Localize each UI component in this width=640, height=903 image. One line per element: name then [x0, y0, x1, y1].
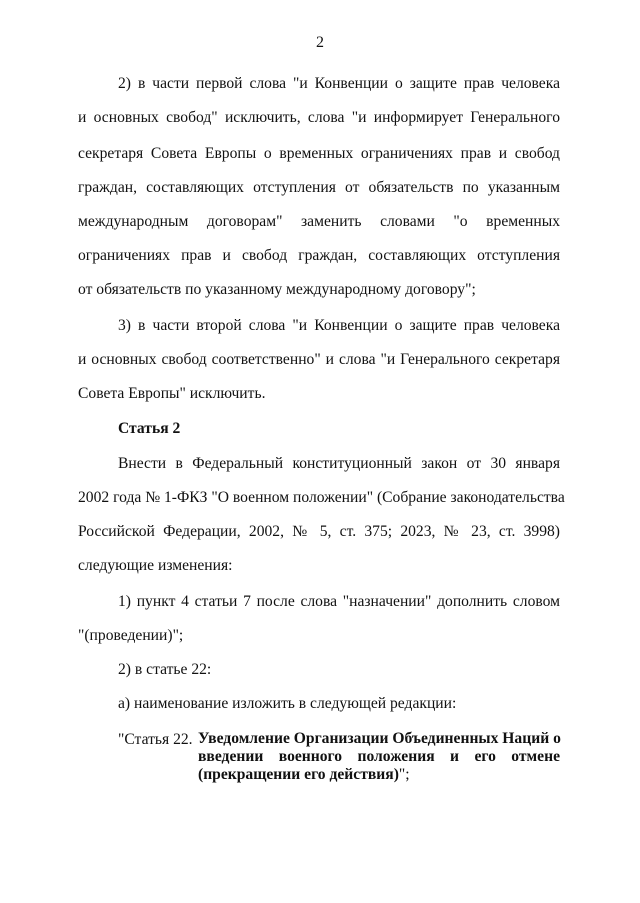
paragraph-2-line-2: и основных свобод" исключить, слова "и информирует Генерального — [78, 109, 560, 126]
article-22-title-line-2: введении военного положения и его отмене — [198, 748, 560, 765]
item-2-line: 2) в статье 22: — [118, 661, 212, 678]
article-22-label: "Статья 22. — [118, 731, 193, 748]
paragraph-2-line-1: 2) в части первой слова "и Конвенции о защите прав человека — [118, 75, 560, 92]
article-22-title-line-1: Уведомление Организации Объединенных Наций о — [198, 730, 561, 747]
article-2-line-3: Российской Федерации, 2002, № 5, ст. 375; 2023, № 23, ст. 3998) — [78, 523, 560, 540]
item-a-line: а) наименование изложить в следующей редакции: — [118, 695, 457, 712]
article-2-line-4: следующие изменения: — [78, 557, 233, 574]
paragraph-2-line-3: секретаря Совета Европы о временных ограничениях прав и свобод — [78, 145, 560, 162]
article-22-title-tail: "; — [398, 766, 410, 783]
item-1-line-2: "(проведении)"; — [78, 627, 184, 644]
paragraph-2-line-4: граждан, составляющих отступления от обязательств по указанным — [78, 179, 560, 196]
article-2-heading: Статья 2 — [118, 420, 181, 437]
item-1-line-1: 1) пункт 4 статьи 7 после слова "назначении" дополнить словом — [118, 593, 560, 610]
article-2-line-2: 2002 года № 1-ФКЗ "О военном положении" (Собрание законодательства — [78, 489, 565, 506]
article-22-title-text: (прекращении его действия) — [198, 766, 399, 783]
paragraph-3-line-1: 3) в части второй слова "и Конвенции о защите прав человека — [118, 317, 560, 334]
paragraph-3-line-3: Совета Европы" исключить. — [78, 385, 266, 402]
paragraph-2-line-7: от обязательств по указанному международному договору"; — [78, 281, 476, 298]
page-number: 2 — [316, 34, 324, 51]
paragraph-2-line-6: ограничениях прав и свобод граждан, составляющих отступления — [78, 247, 560, 264]
paragraph-3-line-2: и основных свобод соответственно" и слова "и Генерального секретаря — [78, 351, 560, 368]
paragraph-2-line-5: международным договорам" заменить словами "о временных — [78, 213, 560, 230]
article-22-title-line-3 — [198, 766, 560, 784]
article-2-line-1: Внести в Федеральный конституционный закон от 30 января — [118, 455, 560, 472]
